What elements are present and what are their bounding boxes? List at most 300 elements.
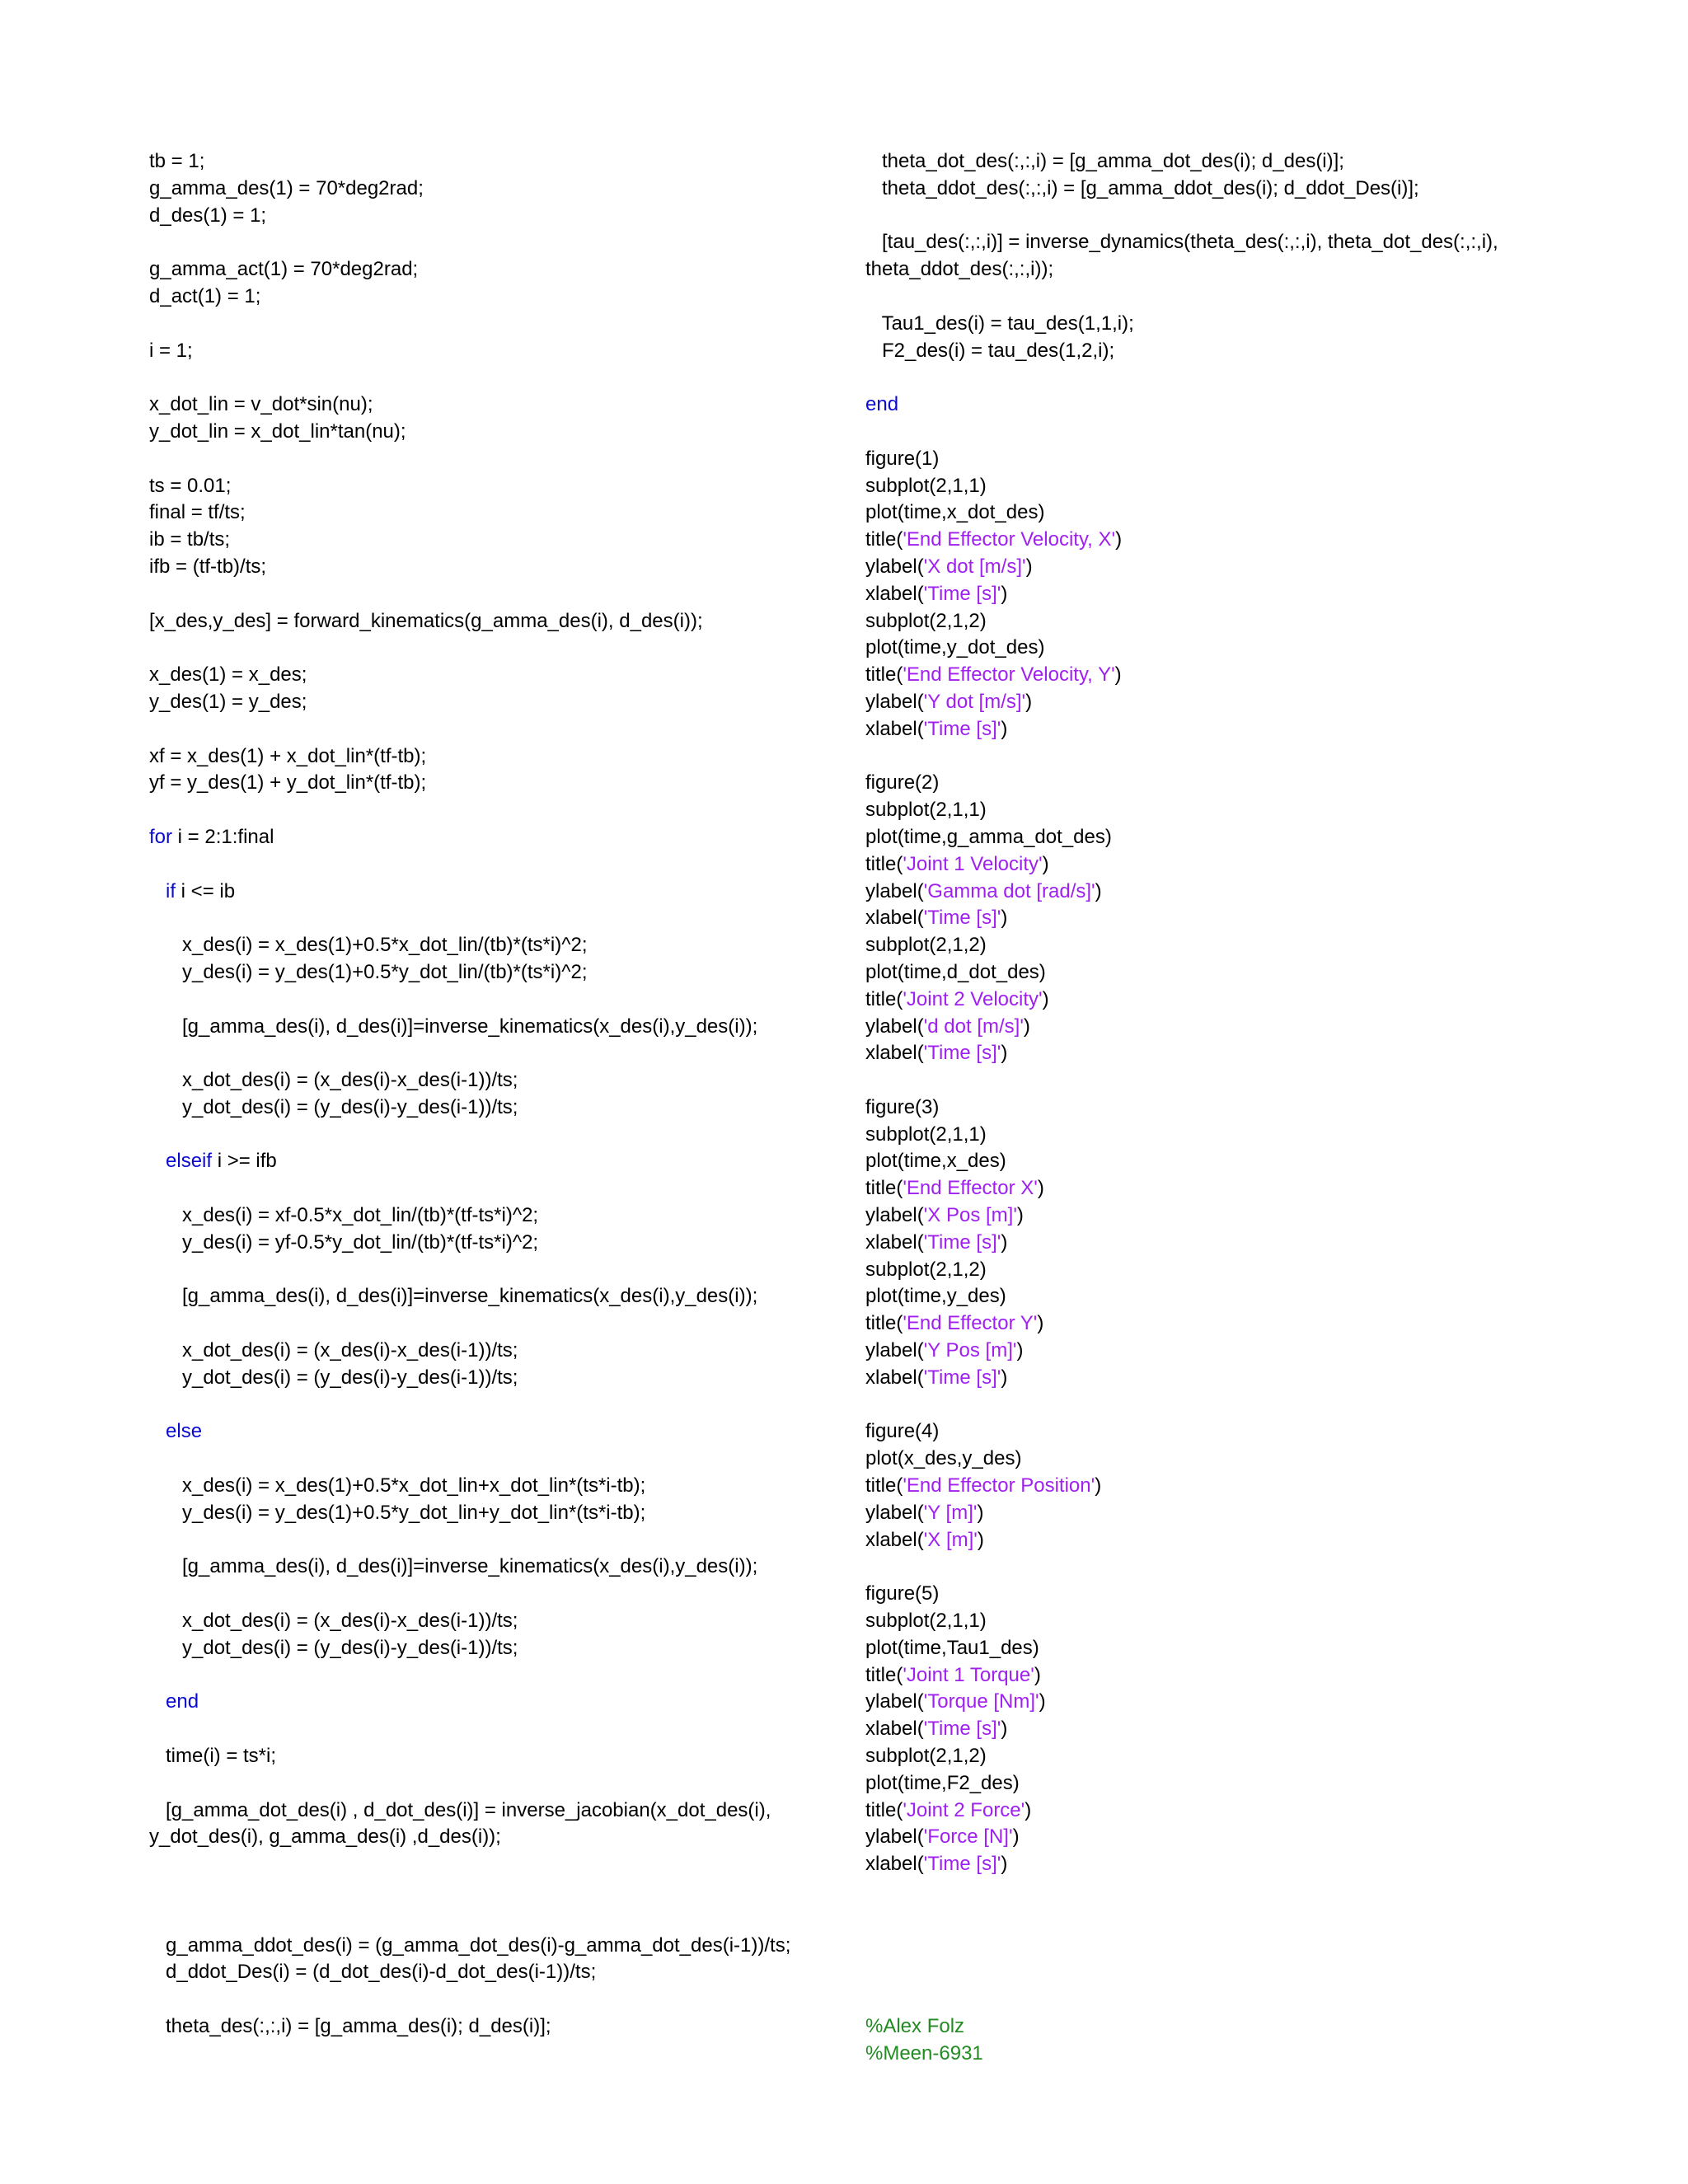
code-line	[149, 1014, 858, 1041]
code-string: 'Time [s]'	[923, 717, 1001, 740]
code-text: x_des(i) = x_des(1)+0.5*x_dot_lin/(tb)*(ts*i)^2;	[149, 934, 588, 957]
code-text	[149, 1420, 166, 1442]
code-line	[149, 203, 858, 230]
code-text: d_act(1) = 1;	[149, 284, 261, 307]
code-string: 'Y dot [m/s]'	[923, 690, 1026, 713]
code-line	[149, 770, 858, 797]
code-string: 'Torque [Nm]'	[923, 1690, 1039, 1713]
code-text: title(	[865, 1312, 903, 1335]
code-text: x_dot_des(i) = (x_des(i)-x_des(i-1))/ts;	[149, 1610, 518, 1633]
code-text: plot(time,y_des)	[865, 1285, 1006, 1308]
code-line	[865, 1283, 1640, 1310]
code-text: y_dot_des(i) = (y_des(i)-y_des(i-1))/ts;	[149, 1095, 518, 1118]
code-text: [g_amma_des(i), d_des(i)]=inverse_kinematics(x_des(i),y_des(i));	[149, 1285, 758, 1308]
code-line	[865, 1500, 1640, 1527]
code-text: xf = x_des(1) + x_dot_lin*(tf-tb);	[149, 744, 427, 767]
code-text: ib = tb/ts;	[149, 528, 231, 551]
code-line	[149, 1067, 858, 1094]
code-line	[149, 499, 858, 527]
code-line	[865, 797, 1640, 824]
code-line	[865, 1608, 1640, 1635]
code-string: 'End Effector Velocity, Y'	[903, 663, 1115, 687]
code-line	[149, 419, 858, 446]
code-text: title(	[865, 852, 903, 875]
code-line	[865, 176, 1640, 203]
code-line	[149, 824, 858, 851]
code-line	[865, 391, 1640, 419]
code-text: ylabel(	[865, 1204, 924, 1227]
code-line	[865, 932, 1640, 959]
code-string: 'X Pos [m]'	[923, 1204, 1017, 1227]
code-text: x_dot_des(i) = (x_des(i)-x_des(i-1))/ts;	[149, 1069, 518, 1092]
blank-line	[149, 1310, 858, 1338]
code-line	[149, 1824, 858, 1851]
code-text: x_des(i) = x_des(1)+0.5*x_dot_lin+x_dot_lin*(ts*i-tb);	[149, 1474, 646, 1497]
code-text: y_des(i) = yf-0.5*y_dot_lin/(tb)*(tf-ts*i)^2;	[149, 1230, 539, 1254]
code-line	[865, 959, 1640, 987]
code-line	[865, 1770, 1640, 1797]
blank-line	[149, 716, 858, 743]
blank-line	[149, 1122, 858, 1149]
blank-line	[149, 1446, 858, 1473]
code-text: figure(5)	[865, 1582, 940, 1605]
code-text: x_dot_des(i) = (x_des(i)-x_des(i-1))/ts;	[149, 1339, 518, 1362]
code-line	[865, 608, 1640, 635]
code-text: x_des(1) = x_des;	[149, 663, 307, 687]
blank-line	[149, 229, 858, 256]
code-text: ylabel(	[865, 1015, 924, 1038]
code-text	[149, 1150, 166, 1172]
code-text: title(	[865, 1798, 903, 1821]
code-line	[865, 1040, 1640, 1067]
code-string: 'Time [s]'	[923, 1718, 1001, 1741]
code-line	[149, 879, 858, 906]
code-text: ylabel(	[865, 1339, 924, 1362]
code-line	[865, 256, 1640, 284]
code-string: 'Time [s]'	[923, 582, 1001, 605]
code-line	[865, 1365, 1640, 1392]
blank-line	[149, 1851, 858, 1878]
code-text	[149, 1690, 166, 1713]
code-line	[149, 473, 858, 500]
code-keyword: else	[166, 1420, 203, 1443]
code-line	[865, 2041, 1640, 2068]
code-line	[865, 1175, 1640, 1202]
code-text: )	[977, 1528, 984, 1551]
code-line	[865, 1418, 1640, 1446]
code-line	[149, 1500, 858, 1527]
blank-line	[865, 203, 1640, 230]
code-line	[149, 662, 858, 689]
code-line	[149, 148, 858, 176]
code-text: i >= ifb	[212, 1150, 277, 1173]
code-string: 'Force [N]'	[923, 1825, 1013, 1849]
code-line	[865, 581, 1640, 608]
code-line	[865, 1662, 1640, 1690]
code-text: theta_dot_des(:,:,i) = [g_amma_dot_des(i); d_des(i)];	[865, 150, 1344, 172]
code-text: [tau_des(:,:,i)] = inverse_dynamics(theta_des(:,:,i), theta_dot_des(:,:,i),	[865, 231, 1498, 254]
code-line	[865, 1581, 1640, 1608]
code-text: ylabel(	[865, 555, 924, 578]
code-text: )	[1025, 1798, 1032, 1821]
code-text: )	[1001, 582, 1008, 605]
code-text: x_dot_lin = v_dot*sin(nu);	[149, 393, 373, 416]
code-text: )	[1114, 663, 1122, 687]
code-line	[865, 1851, 1640, 1878]
code-string: 'Time [s]'	[923, 1366, 1001, 1389]
code-text: )	[1001, 717, 1008, 740]
code-text: y_des(i) = y_des(1)+0.5*y_dot_lin/(tb)*(ts*i)^2;	[149, 960, 588, 983]
code-text: plot(time,x_dot_des)	[865, 501, 1045, 524]
code-line	[865, 824, 1640, 851]
code-text: title(	[865, 1177, 903, 1200]
code-text: tb = 1;	[149, 150, 205, 172]
code-text: [g_amma_dot_des(i) , d_dot_des(i)] = inverse_jacobian(x_dot_des(i),	[149, 1798, 771, 1821]
code-line	[149, 1473, 858, 1500]
code-line	[865, 987, 1640, 1014]
code-line	[865, 1743, 1640, 1770]
code-text: i <= ib	[176, 879, 236, 902]
blank-line	[865, 1933, 1640, 1960]
code-text: y_des(1) = y_des;	[149, 690, 307, 713]
code-line	[149, 1635, 858, 1662]
code-line	[149, 1365, 858, 1392]
code-line	[149, 256, 858, 284]
code-text: )	[1025, 690, 1033, 713]
code-line	[865, 1473, 1640, 1500]
code-text: ylabel(	[865, 1825, 924, 1849]
code-text: [g_amma_des(i), d_des(i)]=inverse_kinematics(x_des(i),y_des(i));	[149, 1015, 758, 1038]
code-text: )	[1095, 879, 1102, 902]
code-text: subplot(2,1,2)	[865, 934, 987, 957]
blank-line	[149, 311, 858, 338]
code-line	[865, 1527, 1640, 1554]
blank-line	[865, 1878, 1640, 1905]
code-line	[149, 554, 858, 581]
code-line	[149, 338, 858, 365]
code-string: 'End Effector Y'	[903, 1312, 1038, 1335]
code-string: 'Time [s]'	[923, 1853, 1001, 1876]
code-text: subplot(2,1,2)	[865, 609, 987, 632]
code-line	[865, 1148, 1640, 1175]
code-text: )	[1016, 1204, 1024, 1227]
code-text: plot(time,x_des)	[865, 1150, 1006, 1173]
code-text: xlabel(	[865, 1718, 924, 1741]
code-text: xlabel(	[865, 1366, 924, 1389]
code-text: )	[1012, 1825, 1020, 1849]
code-text: )	[1042, 852, 1049, 875]
code-text: )	[1095, 1474, 1102, 1497]
code-text: theta_ddot_des(:,:,i) = [g_amma_ddot_des(i); d_ddot_Des(i)];	[865, 176, 1419, 199]
code-line	[149, 1554, 858, 1581]
code-text: theta_des(:,:,i) = [g_amma_des(i); d_des(i)];	[149, 2014, 551, 2037]
code-line	[149, 1202, 858, 1230]
code-line	[149, 284, 858, 311]
code-line	[865, 716, 1640, 743]
code-line	[865, 499, 1640, 527]
code-text: g_amma_act(1) = 70*deg2rad;	[149, 258, 419, 281]
code-line	[149, 608, 858, 635]
code-line	[149, 1418, 858, 1446]
code-line	[149, 176, 858, 203]
code-text: figure(3)	[865, 1095, 940, 1118]
code-text: plot(time,d_dot_des)	[865, 960, 1046, 983]
code-line	[865, 446, 1640, 473]
code-text: d_ddot_Des(i) = (d_dot_des(i)-d_dot_des(i-1))/ts;	[149, 1961, 597, 1984]
blank-line	[865, 1067, 1640, 1094]
code-text: y_dot_des(i) = (y_des(i)-y_des(i-1))/ts;	[149, 1636, 518, 1659]
code-text: ifb = (tf-tb)/ts;	[149, 555, 267, 578]
code-line	[149, 743, 858, 771]
code-text: [g_amma_des(i), d_des(i)]=inverse_kinematics(x_des(i),y_des(i));	[149, 1555, 758, 1578]
code-string: 'X [m]'	[923, 1528, 978, 1551]
blank-line	[865, 1392, 1640, 1419]
code-line	[149, 1933, 858, 1960]
code-text: title(	[865, 1474, 903, 1497]
code-text: x_des(i) = xf-0.5*x_dot_lin/(tb)*(tf-ts*i)^2;	[149, 1204, 539, 1227]
code-text: i = 1;	[149, 339, 193, 362]
code-text: xlabel(	[865, 582, 924, 605]
code-line	[149, 1338, 858, 1365]
code-text: yf = y_des(1) + y_dot_lin*(tf-tb);	[149, 771, 427, 794]
code-line	[149, 527, 858, 554]
code-text: y_des(i) = y_des(1)+0.5*y_dot_lin+y_dot_lin*(ts*i-tb);	[149, 1501, 646, 1524]
code-line	[149, 1608, 858, 1635]
code-text: d_des(1) = 1;	[149, 204, 267, 227]
blank-line	[865, 284, 1640, 311]
code-line	[865, 1824, 1640, 1851]
code-string: 'Gamma dot [rad/s]'	[923, 879, 1095, 902]
code-line	[865, 662, 1640, 689]
blank-line	[149, 446, 858, 473]
code-keyword: end	[166, 1690, 199, 1713]
blank-line	[865, 364, 1640, 391]
code-text: xlabel(	[865, 1528, 924, 1551]
code-text: theta_ddot_des(:,:,i));	[865, 258, 1054, 281]
code-line	[149, 1743, 858, 1770]
code-text: ylabel(	[865, 690, 924, 713]
code-text: )	[1001, 1230, 1008, 1254]
code-text: )	[1001, 1853, 1008, 1876]
code-keyword: elseif	[166, 1150, 213, 1173]
blank-line	[149, 1040, 858, 1067]
code-text: final = tf/ts;	[149, 501, 246, 524]
code-line	[149, 1797, 858, 1825]
code-string: 'Joint 2 Velocity'	[903, 987, 1043, 1010]
blank-line	[149, 364, 858, 391]
code-text: plot(time,g_amma_dot_des)	[865, 825, 1112, 848]
code-line	[865, 1338, 1640, 1365]
code-text	[149, 880, 166, 902]
code-line	[149, 1283, 858, 1310]
code-text: subplot(2,1,1)	[865, 1122, 987, 1146]
code-text: ylabel(	[865, 1501, 924, 1524]
code-text: F2_des(i) = tau_des(1,2,i);	[865, 339, 1115, 362]
blank-line	[149, 1581, 858, 1608]
code-line	[149, 1230, 858, 1257]
code-text: )	[1001, 907, 1008, 930]
blank-line	[149, 1770, 858, 1797]
blank-line	[865, 743, 1640, 771]
code-line	[149, 391, 858, 419]
code-text: y_dot_des(i), g_amma_des(i) ,d_des(i));	[149, 1825, 501, 1849]
code-line	[865, 770, 1640, 797]
code-text: y_dot_des(i) = (y_des(i)-y_des(i-1))/ts;	[149, 1366, 518, 1389]
code-text: subplot(2,1,1)	[865, 799, 987, 822]
code-string: 'Joint 1 Velocity'	[903, 852, 1043, 875]
code-text: subplot(2,1,1)	[865, 474, 987, 497]
code-text: [x_des,y_des] = forward_kinematics(g_amma_des(i), d_des(i));	[149, 609, 703, 632]
blank-line	[865, 1554, 1640, 1581]
code-text: g_amma_ddot_des(i) = (g_amma_dot_des(i)-g_amma_dot_des(i-1))/ts;	[149, 1933, 791, 1957]
code-text: xlabel(	[865, 1230, 924, 1254]
code-line	[865, 554, 1640, 581]
code-string: 'Y Pos [m]'	[923, 1339, 1017, 1362]
code-text: xlabel(	[865, 717, 924, 740]
code-line	[865, 1689, 1640, 1716]
code-string: 'Y [m]'	[923, 1501, 978, 1524]
code-text: plot(time,F2_des)	[865, 1771, 1020, 1794]
blank-line	[149, 1878, 858, 1905]
code-line	[865, 1716, 1640, 1743]
code-text: i = 2:1:final	[172, 825, 274, 848]
blank-line	[865, 1905, 1640, 1933]
blank-line	[149, 1175, 858, 1202]
code-line	[865, 527, 1640, 554]
code-line	[865, 1257, 1640, 1284]
code-string: 'd dot [m/s]'	[923, 1015, 1024, 1038]
blank-line	[149, 797, 858, 824]
code-string: 'X dot [m/s]'	[923, 555, 1026, 578]
blank-line	[149, 1716, 858, 1743]
code-text: )	[1039, 1690, 1046, 1713]
blank-line	[149, 1662, 858, 1690]
code-text: title(	[865, 1663, 903, 1686]
blank-line	[865, 1959, 1640, 1986]
code-text: )	[1001, 1366, 1008, 1389]
code-text: time(i) = ts*i;	[149, 1745, 277, 1768]
code-keyword: if	[166, 879, 176, 902]
code-line	[865, 338, 1640, 365]
code-line	[149, 1094, 858, 1122]
code-line	[865, 905, 1640, 932]
code-text: ylabel(	[865, 1690, 924, 1713]
code-line	[149, 1148, 858, 1175]
code-line	[149, 1959, 858, 1986]
code-line	[865, 229, 1640, 256]
code-line	[865, 473, 1640, 500]
code-text: )	[1001, 1042, 1008, 1065]
code-column-left	[149, 148, 858, 2041]
code-line	[865, 1797, 1640, 1825]
blank-line	[865, 1986, 1640, 2013]
code-string: 'Time [s]'	[923, 1230, 1001, 1254]
code-text: g_amma_des(1) = 70*deg2rad;	[149, 176, 424, 199]
code-text: figure(2)	[865, 771, 940, 794]
code-string: 'Joint 1 Torque'	[903, 1663, 1034, 1686]
code-text: )	[1025, 555, 1033, 578]
code-line	[865, 1446, 1640, 1473]
code-text: xlabel(	[865, 907, 924, 930]
code-line	[149, 1689, 858, 1716]
code-text: subplot(2,1,2)	[865, 1258, 987, 1281]
code-column-right	[865, 148, 1640, 2068]
code-text: )	[1037, 1312, 1044, 1335]
code-line	[865, 1094, 1640, 1122]
code-text: plot(x_des,y_des)	[865, 1447, 1022, 1470]
code-text: )	[1115, 528, 1123, 551]
code-text: subplot(2,1,1)	[865, 1610, 987, 1633]
code-text: plot(time,Tau1_des)	[865, 1636, 1039, 1659]
code-text: title(	[865, 528, 903, 551]
code-text: subplot(2,1,2)	[865, 1745, 987, 1768]
code-text: )	[1001, 1718, 1008, 1741]
code-line	[865, 635, 1640, 662]
code-text: figure(1)	[865, 447, 940, 470]
code-text: xlabel(	[865, 1853, 924, 1876]
code-line	[149, 689, 858, 716]
blank-line	[865, 419, 1640, 446]
blank-line	[149, 987, 858, 1014]
code-line	[865, 1122, 1640, 1149]
code-line	[865, 1635, 1640, 1662]
blank-line	[149, 1257, 858, 1284]
code-text: figure(4)	[865, 1420, 940, 1443]
code-string: 'End Effector Position'	[903, 1474, 1095, 1497]
code-text: plot(time,y_dot_des)	[865, 636, 1045, 659]
code-text: y_dot_lin = x_dot_lin*tan(nu);	[149, 419, 406, 443]
code-text: )	[977, 1501, 984, 1524]
code-string: 'End Effector X'	[903, 1177, 1038, 1200]
code-text: )	[1037, 1177, 1044, 1200]
blank-line	[149, 1392, 858, 1419]
code-text: ylabel(	[865, 879, 924, 902]
blank-line	[149, 581, 858, 608]
code-line	[149, 932, 858, 959]
code-line	[865, 148, 1640, 176]
code-line	[865, 1202, 1640, 1230]
code-keyword: end	[865, 393, 899, 416]
code-line	[865, 1310, 1640, 1338]
code-line	[149, 959, 858, 987]
code-keyword: for	[149, 825, 173, 848]
blank-line	[149, 1527, 858, 1554]
blank-line	[149, 851, 858, 879]
code-comment: %Alex Folz	[865, 2014, 965, 2037]
code-line	[149, 2013, 858, 2041]
code-text: title(	[865, 663, 903, 687]
code-text: )	[1023, 1015, 1030, 1038]
blank-line	[149, 1986, 858, 2013]
code-line	[865, 689, 1640, 716]
code-text: ts = 0.01;	[149, 474, 232, 497]
code-text: Tau1_des(i) = tau_des(1,1,i);	[865, 312, 1134, 335]
code-text: title(	[865, 987, 903, 1010]
code-line	[865, 1014, 1640, 1041]
code-line	[865, 311, 1640, 338]
blank-line	[149, 635, 858, 662]
code-line	[865, 879, 1640, 906]
blank-line	[149, 905, 858, 932]
code-string: 'Time [s]'	[923, 1042, 1001, 1065]
blank-line	[149, 1905, 858, 1933]
code-comment: %Meen-6931	[865, 2041, 983, 2064]
code-text: xlabel(	[865, 1042, 924, 1065]
code-string: 'Time [s]'	[923, 907, 1001, 930]
code-line	[865, 851, 1640, 879]
code-string: 'End Effector Velocity, X'	[903, 528, 1116, 551]
code-text: )	[1034, 1663, 1041, 1686]
